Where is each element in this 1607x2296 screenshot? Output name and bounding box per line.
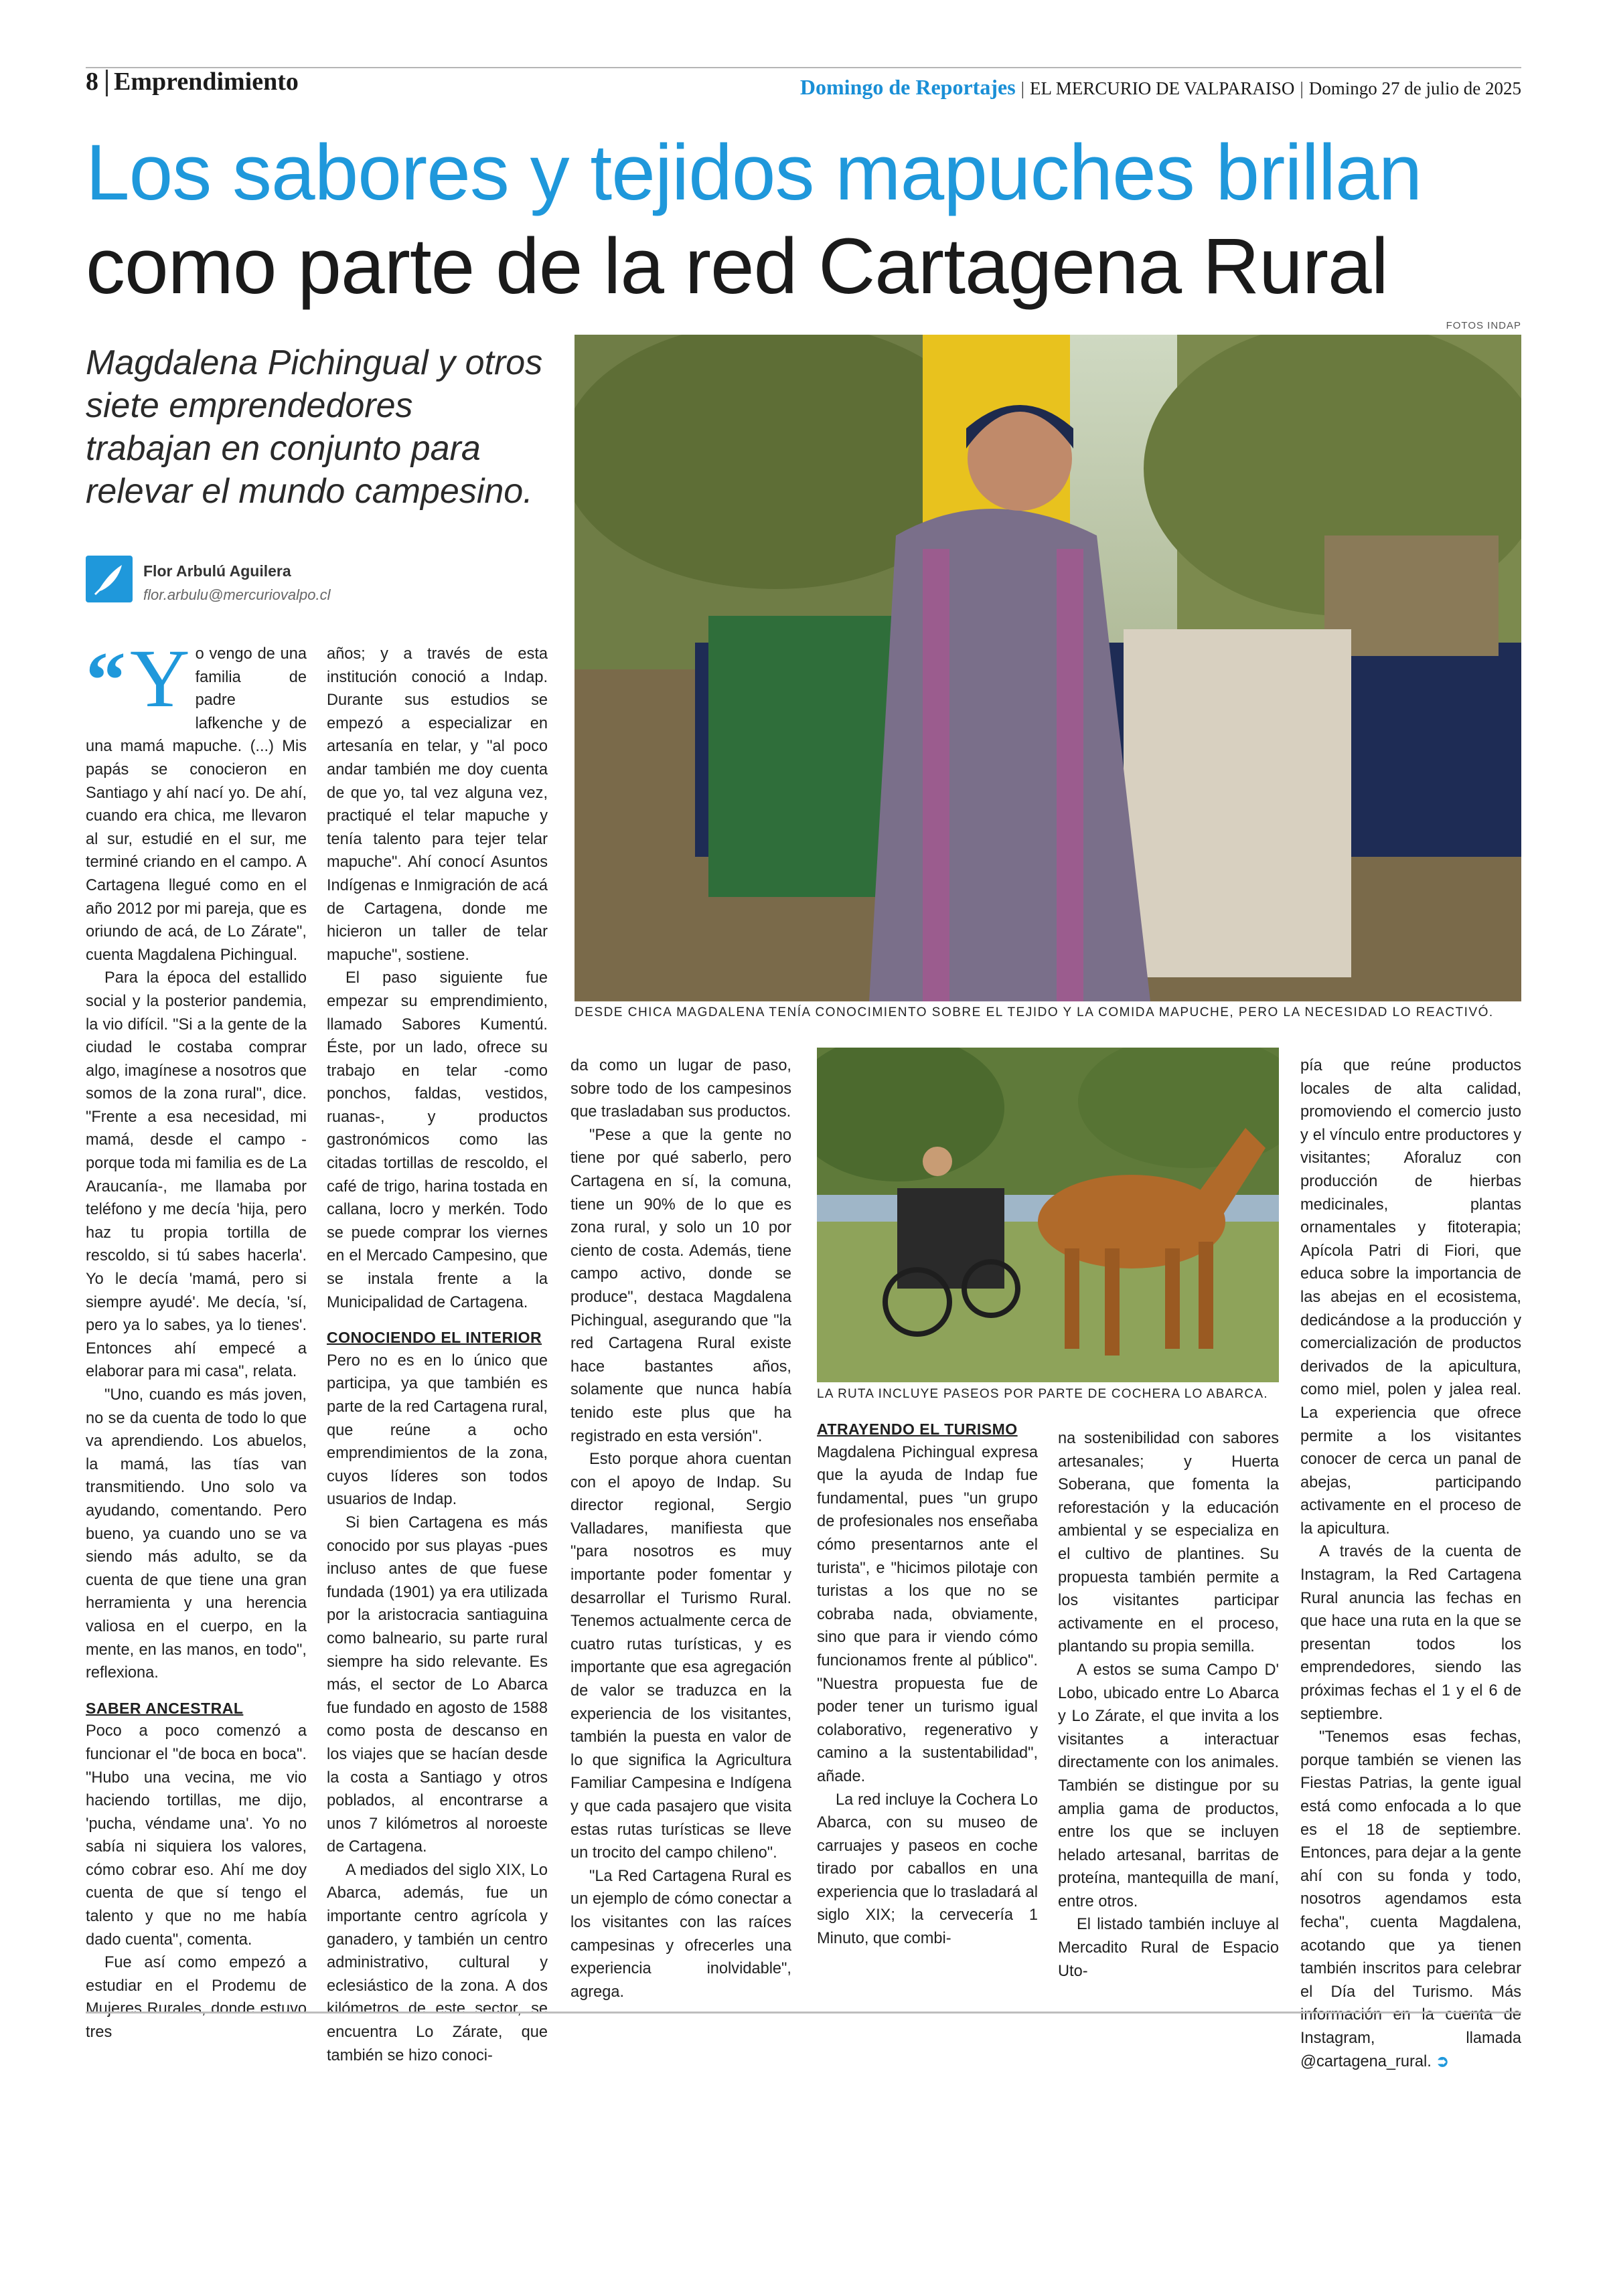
body-paragraph: "Tenemos esas fechas, porque también se vienen las Fiestas Patrias, la gente igual está como enfocada a lo que es el 18 de septiembre. Entonces, para dejar a la gente ahí con su fonda y todo, nosotros agendamos esta fecha", cuenta Magdalena, acotando que ya tienen también inscritos para celebrar el Día del Turismo. Más información en la cuenta de Instagram, llamada @cartagena_rural. ➲ bbox=[1300, 1728, 1521, 2070]
author-name: Flor Arbulú Aguilera bbox=[143, 562, 291, 580]
body-paragraph: A mediados del siglo XIX, Lo Abarca, además, fue un importante centro agrícola y ganadero, y también un centro administrativo, cultural y eclesiástico de la zona. A dos kilómetros de este sector, se encuentra Lo Zárate, que también se hizo conoci- bbox=[327, 1861, 548, 2064]
carriage-photo bbox=[817, 1048, 1279, 1382]
body-paragraph: A través de la cuenta de Instagram, la Red Cartagena Rural anuncia las fechas en que hace una ruta en la que se presentan todos los emprendedores, siendo las próximas fechas el 1 y el 6 de septiembre. bbox=[1300, 1543, 1521, 1723]
body-paragraph: da como un lugar de paso, sobre todo de los campesinos que trasladaban sus productos. bbox=[570, 1057, 791, 1121]
body-paragraph: Fue así como empezó a estudiar en el Prodemu de Mujeres Rurales, donde estuvo tres bbox=[86, 1954, 307, 2042]
publication-name: EL MERCURIO DE VALPARAISO bbox=[1030, 78, 1295, 98]
body-paragraph: Esto porque ahora cuentan con el apoyo de Indap. Su director regional, Sergio Valladares, manifiesta que "para nosotros es muy importante poder fomentar y desarrollar el Turismo Rural. Tenemos actualmente cerca de cuatro rutas turísticas, y es importante que esa agregación de valor se traduzca en la experiencia de los visitantes, también la puesta en valor de lo que significa la Agricultura Familiar Campesina e Indígena y que cada pasajero que visita estas rutas turísticas se lleve un trocito del campo chileno". bbox=[570, 1451, 791, 1862]
body-paragraph: "Pese a que la gente no tiene por qué saberlo, pero Cartagena en sí, la comuna, tiene un 90% de lo que es zona rural, y solo un 10 por ciento de costa. Además, tiene campo activo, donde se produce", destaca Magdalena Pichingual, asegurando que "la red Cartagena Rural existe hace bastantes años, solamente que nunca había tenido este plus que ha registrado en esta versión". bbox=[570, 1126, 791, 1445]
main-photo-weaver bbox=[575, 335, 1521, 1001]
body-paragraph: Poco a poco comenzó a funcionar el "de boca en boca". "Hubo una vecina, me vio haciendo tortillas, me dijo, 'pucha, véndame una'. Yo no sabía ni siquiera los valores, cómo cobrar eso. Ahí me doy cuenta de que sí tengo el talento y que no me había dado cuenta", comenta. bbox=[86, 1722, 307, 1949]
end-arrow-icon: ➲ bbox=[1436, 2052, 1450, 2070]
body-paragraph: Para la época del estallido social y la posterior pandemia, la vio difícil. "Si a la gente de la ciudad le costaba comprar algo, imagínese a nosotros que somos de la zona rural", dice. "Frente a esa necesidad, mi mamá, desde el campo -porque toda mi familia es de La Araucanía-, me llamaba por teléfono y me decía 'hija, pero haz tu propia tortilla de rescoldo, si tú sabes hacerla'. Yo le decía 'mamá, pero si siempre ayudé'. Me decía, 'sí, pero ya lo sabes, ya lo tienes'. Entonces ahí empecé a elaborar para mi casa", relata. bbox=[86, 969, 307, 1381]
footer-rule bbox=[86, 2012, 1521, 2014]
body-paragraph: Pero no es en lo único que participa, ya que también es parte de la red Cartagena rural, que reúne a ocho emprendimientos de la zona, cuyos líderes son todos usuarios de Indap. bbox=[327, 1351, 548, 1509]
photo-credit: FOTOS INDAP bbox=[1446, 320, 1521, 331]
supplement-name: Domingo de Reportajes bbox=[799, 75, 1016, 99]
subheading: SABER ANCESTRAL bbox=[86, 1699, 244, 1717]
article-column-2 bbox=[327, 643, 548, 2067]
header-masthead: Domingo de Reportajes | EL MERCURIO DE VALPARAISO | Domingo 27 de julio de 2025 bbox=[799, 75, 1521, 99]
body-paragraph: pía que reúne productos locales de alta calidad, promoviendo el comercio justo y el vínculo entre productores y visitantes; Aforaluz con producción de hierbas medicinales, plantas ornamentales y fitoterapia; Apícola Patri di Fiori, que educa sobre la importancia de las abejas en el ecosistema, dedicándose a la producción y comercialización de productos derivados de la apicultura, como miel, polen y jalea real. La experiencia que ofrece permite a los visitantes conocer de cerca un panal de abejas, participando activamente en el proceso de la apicultura. bbox=[1300, 1057, 1521, 1538]
subheading: CONOCIENDO EL INTERIOR bbox=[327, 1329, 542, 1347]
lead-paragraph: “ Y o vengo de una familia de padre lafkenche y de una mamá mapuche. (...) Mis papás se conocieron en Santiago y ahí nací yo. De ahí, cuando era chica, me llevaron al sur, estudié en el sur, me terminé criando en el campo. A Cartagena llegué como en el año 2012 por mi pareja, que es oriundo de acá, de Lo Zárate", cuenta Magdalena Pichingual. bbox=[86, 633, 307, 964]
article-column-3 bbox=[570, 1054, 791, 2003]
body-paragraph: Si bien Cartagena es más conocido por sus playas -pues incluso antes de que fuese fundada (1901) ya era utilizada por la aristocracia santiaguina como balneario, su parte rural siempre ha sido relevante. Es más, el sector de Lo Abarca fue fundado en agosto de 1588 como posta de descanso en los viajes que se hacían desde la costa a Santiago y otros poblados, al encontrarse a unos 7 kilómetros al noroeste de Cartagena. bbox=[327, 1513, 548, 1856]
body-paragraph: "Uno, cuando es más joven, no se da cuenta de todo lo que va aprendiendo. Los abuelos, la mamá, las tías van transmitiendo. Uno solo va ayudando, comentando. Pero bueno, ya cuando uno se va siendo más adulto, se da cuenta de que tiene una gran herramienta y una herencia valiosa en el cuerpo, en la mente, en las manos, en todo", reflexiona. bbox=[86, 1386, 307, 1682]
body-paragraph: Magdalena Pichingual expresa que la ayuda de Indap fue fundamental, pues "un grupo de profesionales nos enseñaba cómo presentarnos ante el turista", e "hicimos pilotaje con turistas a los que no se cobraba nada, obviamente, sino que para ir viendo cómo funcionamos frente al público". "Nuestra propuesta fue de poder tener un turismo igual colaborativo, regenerativo y camino a la sustentabilidad", añade. bbox=[817, 1443, 1038, 1785]
body-paragraph: "La Red Cartagena Rural es un ejemplo de cómo conectar a los visitantes con las raíces campesinas y ofrecerles una experiencia inolvidable", agrega. bbox=[570, 1867, 791, 2001]
header-rule bbox=[86, 67, 1521, 68]
page-number: 8 bbox=[86, 68, 98, 96]
body-paragraph: A estos se suma Campo D' Lobo, ubicado entre Lo Abarca y Lo Zárate, el que invita a los visitantes a interactuar directamente con los animales. También se distingue por su amplia gama de productos, entre los que se incluyen helado artesanal, barritas de proteína, mantequilla de maní, entre otros. bbox=[1058, 1661, 1279, 1910]
article-column-4 bbox=[817, 1418, 1038, 1951]
body-paragraph: na sostenibilidad con sabores artesanales; y Huerta Soberana, que fomenta la reforestación y la educación ambiental y se especializa en el cultivo de plantines. Su propuesta también permite a los visitantes participar activamente en el proceso, plantando su propia semilla. bbox=[1058, 1430, 1279, 1656]
article-column-6 bbox=[1300, 1054, 1521, 2073]
quote-mark-icon: “ bbox=[86, 635, 126, 724]
body-paragraph: años; y a través de esta institución conoció a Indap. Durante sus estudios se empezó a especializar en artesanía en telar, y "al poco andar también me doy cuenta de que yo, tal vez alguna vez, practiqué el telar mapuche y tenía talento para tejer telar mapuche". Ahí conocí Asuntos Indígenas e Inmigración de acá de Cartagena, donde me hicieron un taller de telar mapuche", sostiene. bbox=[327, 645, 548, 964]
author-email[interactable]: flor.arbulu@mercuriovalpo.cl bbox=[143, 586, 331, 603]
body-paragraph: La red incluye la Cochera Lo Abarca, con su museo de carruajes y paseos en coche tirado por caballos en una experiencia que lo trasladará al siglo XIX; la cervecería 1 Minuto, que combi- bbox=[817, 1791, 1038, 1948]
issue-date: Domingo 27 de julio de 2025 bbox=[1308, 78, 1521, 98]
header-separator bbox=[106, 70, 108, 96]
main-photo-caption: DESDE CHICA MAGDALENA TENÍA CONOCIMIENTO SOBRE EL TEJIDO Y LA COMIDA MAPUCHE, PERO LA NECESIDAD LO REACTIVÓ. bbox=[575, 1005, 1494, 1019]
body-paragraph: El listado también incluye al Mercadito Rural de Espacio Uto- bbox=[1058, 1916, 1279, 1980]
subheading: ATRAYENDO EL TURISMO bbox=[817, 1420, 1018, 1438]
quill-icon bbox=[86, 556, 133, 602]
carriage-photo-caption: LA RUTA INCLUYE PASEOS POR PARTE DE COCHERA LO ABARCA. bbox=[817, 1387, 1268, 1401]
article-deck: Magdalena Pichingual y otros siete emprendedores trabajan en conjunto para relevar el mundo campesino. bbox=[86, 343, 543, 511]
article-column-5 bbox=[1058, 1427, 1279, 1983]
headline-line1: Los sabores y tejidos mapuches brillan bbox=[86, 129, 1422, 217]
drop-cap: Y bbox=[130, 633, 190, 724]
article-column-1 bbox=[86, 633, 307, 2044]
headline-line2: como parte de la red Cartagena Rural bbox=[86, 222, 1388, 311]
section-name: Emprendimiento bbox=[114, 68, 299, 96]
body-paragraph: El paso siguiente fue empezar su emprendimiento, llamado Sabores Kumentú. Éste, por un lado, ofrece su trabajo en telar -como ponchos, faldas, vestidos, ruanas-, y productos gastronómicos como las citadas tortillas de rescoldo, el café de trigo, harina tostada en callana, locro y merkén. Todo se puede comprar los viernes en el Mercado Campesino, que se instala frente a la Municipalidad de Cartagena. bbox=[327, 969, 548, 1311]
